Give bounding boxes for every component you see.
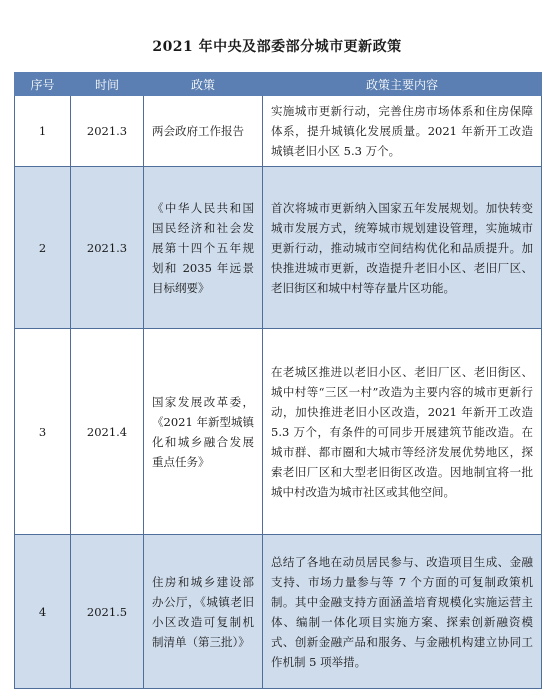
row-content: 总结了各地在动员居民参与、改造项目生成、金融支持、市场力量参与等 7 个方面的可复制政策机制。其中金融支持方面涵盖培育规模化实施运营主体、编制一体化项目实施方案、探索创新融资模式、创新金融产品和服务、与金融机构建立协同工作机制 5 项举措。 (263, 535, 542, 689)
row-policy: 《中华人民共和国国民经济和社会发展第十四个五年规划和 2035 年远景目标纲要》 (144, 167, 263, 329)
row-index: 1 (15, 96, 71, 167)
row-policy: 住房和城乡建设部办公厅，《城镇老旧小区改造可复制机制清单（第三批）》 (144, 535, 263, 689)
row-content: 实施城市更新行动，完善住房市场体系和住房保障体系，提升城镇化发展质量。2021 年新开工改造城镇老旧小区 5.3 万个。 (263, 96, 542, 167)
row-time: 2021.3 (71, 96, 144, 167)
header-time: 时间 (71, 73, 144, 96)
row-time: 2021.3 (71, 167, 144, 329)
table-header-row (15, 73, 542, 96)
row-content: 首次将城市更新纳入国家五年发展规划。加快转变城市发展方式，统筹城市规划建设管理，实施城市更新行动，推动城市空间结构优化和品质提升。加快推进城市更新，改造提升老旧小区、老旧厂区、老旧街区和城中村等存量片区功能。 (263, 167, 542, 329)
row-index: 3 (15, 329, 71, 535)
row-time: 2021.5 (71, 535, 144, 689)
row-time: 2021.4 (71, 329, 144, 535)
row-index: 2 (15, 167, 71, 329)
policy-table (14, 72, 542, 689)
table-row (15, 535, 542, 689)
header-index: 序号 (15, 73, 71, 96)
table-row (15, 167, 542, 329)
row-policy: 国家发展改革委，《2021 年新型城镇化和城乡融合发展重点任务》 (144, 329, 263, 535)
table-row (15, 96, 542, 167)
row-index: 4 (15, 535, 71, 689)
header-policy: 政策 (144, 73, 263, 96)
header-content: 政策主要内容 (263, 73, 542, 96)
row-content: 在老城区推进以老旧小区、老旧厂区、老旧街区、城中村等“三区一村”改造为主要内容的城市更新行动，加快推进老旧小区改造，2021 年新开工改造 5.3 万个，有条件的可同步开展建筑节能改造。在城市群、都市圈和大城市等经济发展优势地区，探索老旧厂区和大型老旧街区改造。因地制宜将一批城中村改造为城市社区或其他空间。 (263, 329, 542, 535)
row-policy: 两会政府工作报告 (144, 96, 263, 167)
table-row (15, 329, 542, 535)
page-title: 2021 年中央及部委部分城市更新政策 (152, 39, 402, 55)
